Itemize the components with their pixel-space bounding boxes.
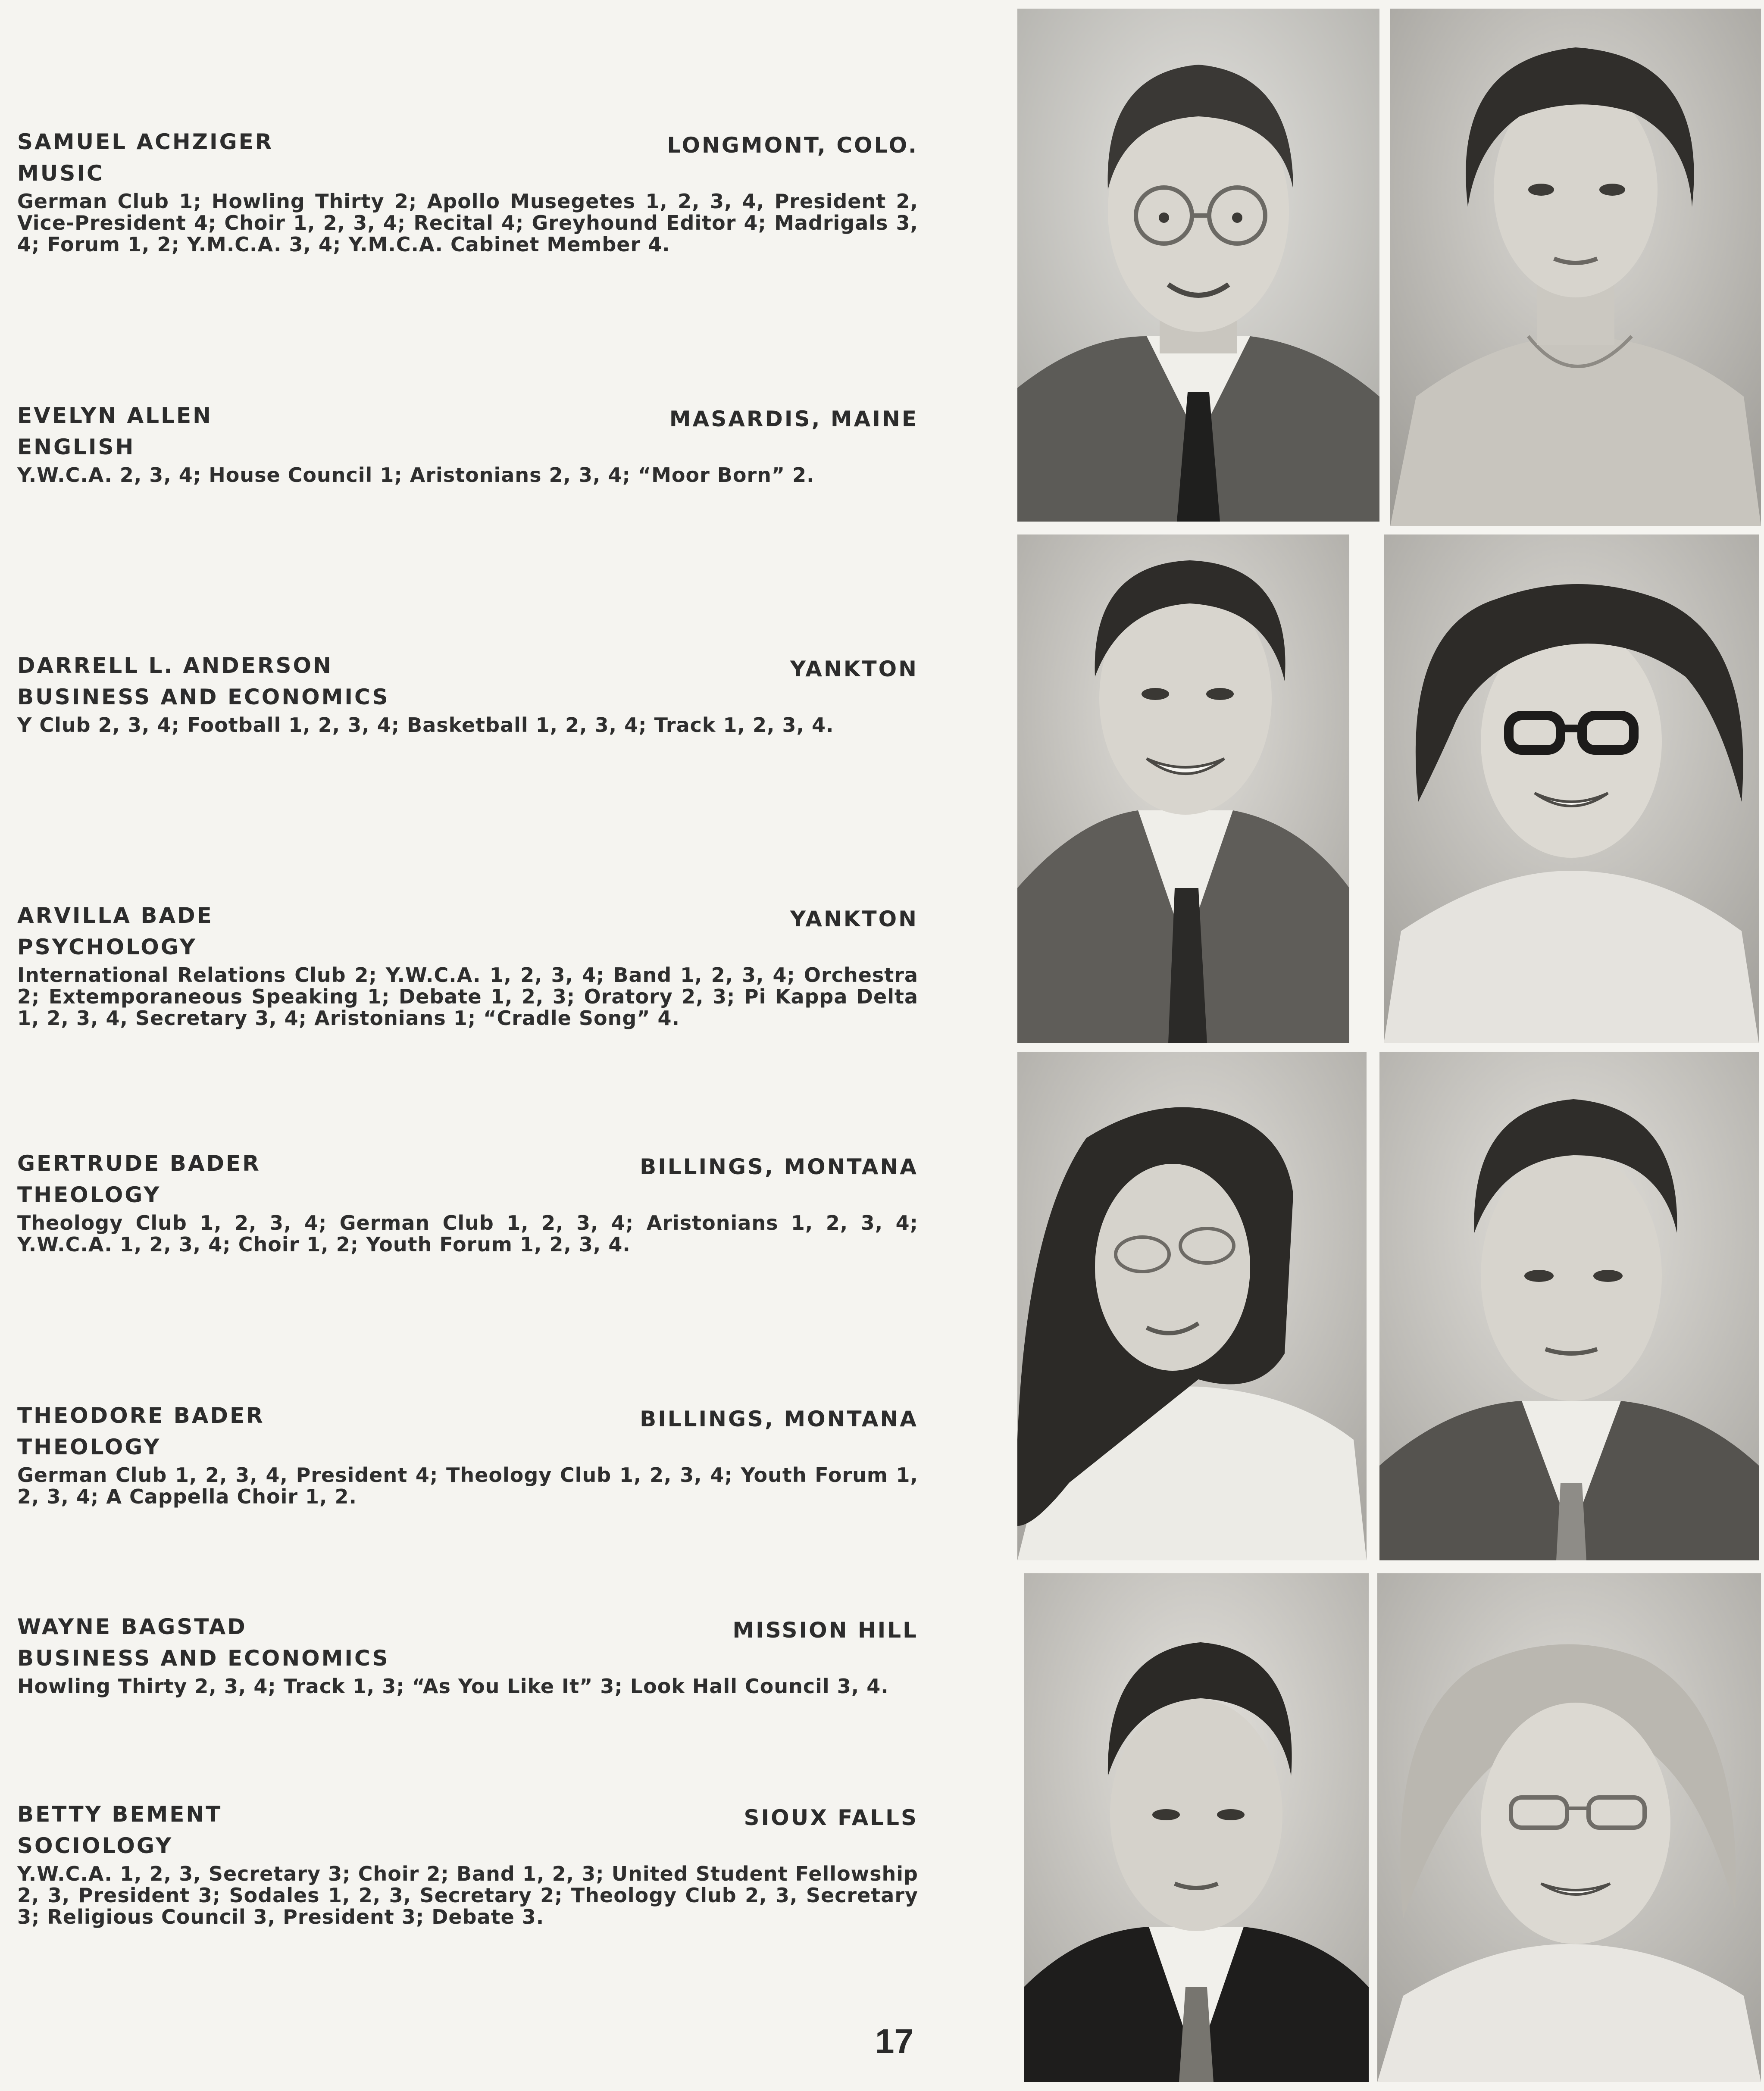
portrait-bement bbox=[1377, 1573, 1761, 2082]
entry-header bbox=[17, 403, 918, 433]
student-name: SAMUEL ACHZIGER bbox=[17, 129, 274, 154]
entry-header bbox=[17, 653, 918, 683]
entry-header bbox=[17, 1614, 918, 1644]
student-activities: Y.W.C.A. 1, 2, 3, Secretary 3; Choir 2; Band 1, 2, 3; United Student Fellowship 2, 3, President 3; Sodales 1, 2, 3, Secretary 2; Theology Club 2, 3, Secretary 3; Religious Council 3, President 3; Debate 3. bbox=[17, 1862, 918, 1928]
student-name: WAYNE BAGSTAD bbox=[17, 1614, 247, 1639]
student-entry-theodore-bader bbox=[17, 1403, 918, 1507]
entry-header bbox=[17, 129, 918, 159]
portrait-gertrude-bader bbox=[1017, 1052, 1367, 1560]
student-name: EVELYN ALLEN bbox=[17, 403, 213, 428]
student-entry-anderson bbox=[17, 653, 918, 736]
portrait-female-glasses-image bbox=[1377, 1573, 1761, 2082]
portrait-female-image bbox=[1390, 9, 1761, 526]
student-activities: Howling Thirty 2, 3, 4; Track 1, 3; “As You Like It” 3; Look Hall Council 3, 4. bbox=[17, 1675, 889, 1698]
student-name: ARVILLA BADE bbox=[17, 903, 213, 928]
portrait-male-suit-image bbox=[1379, 1052, 1759, 1560]
page-number: 17 bbox=[875, 2022, 913, 2060]
student-entry-bement bbox=[17, 1802, 918, 1928]
student-major: SOCIOLOGY bbox=[17, 1833, 173, 1858]
student-hometown: YANKTON bbox=[790, 906, 918, 931]
student-activities: Theology Club 1, 2, 3, 4; German Club 1, 2, 3, 4; Aristonians 1, 2, 3, 4; Y.W.C.A. 1, 2, 3, 4; Choir 1, 2; Youth Forum 1, 2, 3, 4. bbox=[17, 1211, 918, 1256]
student-name: DARRELL L. ANDERSON bbox=[17, 653, 333, 678]
portrait-male-suit-image bbox=[1024, 1573, 1369, 2082]
student-activities: Y Club 2, 3, 4; Football 1, 2, 3, 4; Basketball 1, 2, 3, 4; Track 1, 2, 3, 4. bbox=[17, 713, 834, 737]
portrait-bade bbox=[1384, 534, 1759, 1043]
student-entry-bagstad bbox=[17, 1614, 918, 1697]
student-entry-achziger bbox=[17, 129, 918, 255]
student-hometown: YANKTON bbox=[790, 656, 918, 681]
portrait-achziger bbox=[1017, 9, 1379, 522]
student-activities: German Club 1, 2, 3, 4, President 4; Theology Club 1, 2, 3, 4; Youth Forum 1, 2, 3, 4; A Cappella Choir 1, 2. bbox=[17, 1463, 918, 1508]
student-activities: International Relations Club 2; Y.W.C.A. 1, 2, 3, 4; Band 1, 2, 3, 4; Orchestra 2; Extemporaneous Speaking 1; Debate 1, 2, 3; Oratory 2, 3; Pi Kappa Delta 1, 2, 3, 4, Secretary 3, 4; Aristonians 1; “Cradle Song” 4. bbox=[17, 963, 918, 1030]
student-name: BETTY BEMENT bbox=[17, 1802, 222, 1827]
portrait-allen bbox=[1390, 9, 1761, 526]
student-major: PSYCHOLOGY bbox=[17, 935, 197, 960]
student-major: BUSINESS AND ECONOMICS bbox=[17, 1646, 390, 1671]
student-hometown: MASARDIS, MAINE bbox=[669, 406, 918, 431]
student-name: GERTRUDE BADER bbox=[17, 1151, 261, 1176]
student-hometown: MISSION HILL bbox=[732, 1618, 918, 1643]
entry-header bbox=[17, 1151, 918, 1181]
entry-header bbox=[17, 1403, 918, 1433]
student-activities: Y.W.C.A. 2, 3, 4; House Council 1; Aristonians 2, 3, 4; “Moor Born” 2. bbox=[17, 463, 815, 487]
portrait-male-suit-image bbox=[1017, 534, 1349, 1043]
student-major: ENGLISH bbox=[17, 434, 135, 459]
portrait-female-glasses-image bbox=[1384, 534, 1759, 1043]
student-hometown: BILLINGS, MONTANA bbox=[640, 1154, 918, 1179]
student-hometown: LONGMONT, COLO. bbox=[667, 133, 918, 158]
student-major: BUSINESS AND ECONOMICS bbox=[17, 684, 390, 710]
entry-header bbox=[17, 1802, 918, 1832]
portrait-anderson bbox=[1017, 534, 1349, 1043]
student-hometown: SIOUX FALLS bbox=[744, 1805, 918, 1830]
student-major: THEOLOGY bbox=[17, 1182, 161, 1207]
entry-header bbox=[17, 903, 918, 933]
student-major: THEOLOGY bbox=[17, 1435, 161, 1460]
portrait-male-glasses-image bbox=[1017, 9, 1379, 522]
portrait-bagstad bbox=[1024, 1573, 1369, 2082]
student-activities: German Club 1; Howling Thirty 2; Apollo Musegetes 1, 2, 3, 4, President 2, Vice-President 4; Choir 1, 2, 3, 4; Recital 4; Greyhound Editor 4; Madrigals 3, 4; Forum 1, 2; Y.M.C.A. 3, 4; Y.M.C.A. Cabinet Member 4. bbox=[17, 190, 918, 256]
student-entry-bade bbox=[17, 903, 918, 1029]
student-entry-gertrude-bader bbox=[17, 1151, 918, 1255]
student-entry-allen bbox=[17, 403, 918, 486]
student-major: MUSIC bbox=[17, 161, 104, 186]
student-hometown: BILLINGS, MONTANA bbox=[640, 1407, 918, 1432]
portrait-female-glasses-image bbox=[1017, 1052, 1367, 1560]
portrait-theodore-bader bbox=[1379, 1052, 1759, 1560]
student-name: THEODORE BADER bbox=[17, 1403, 265, 1428]
